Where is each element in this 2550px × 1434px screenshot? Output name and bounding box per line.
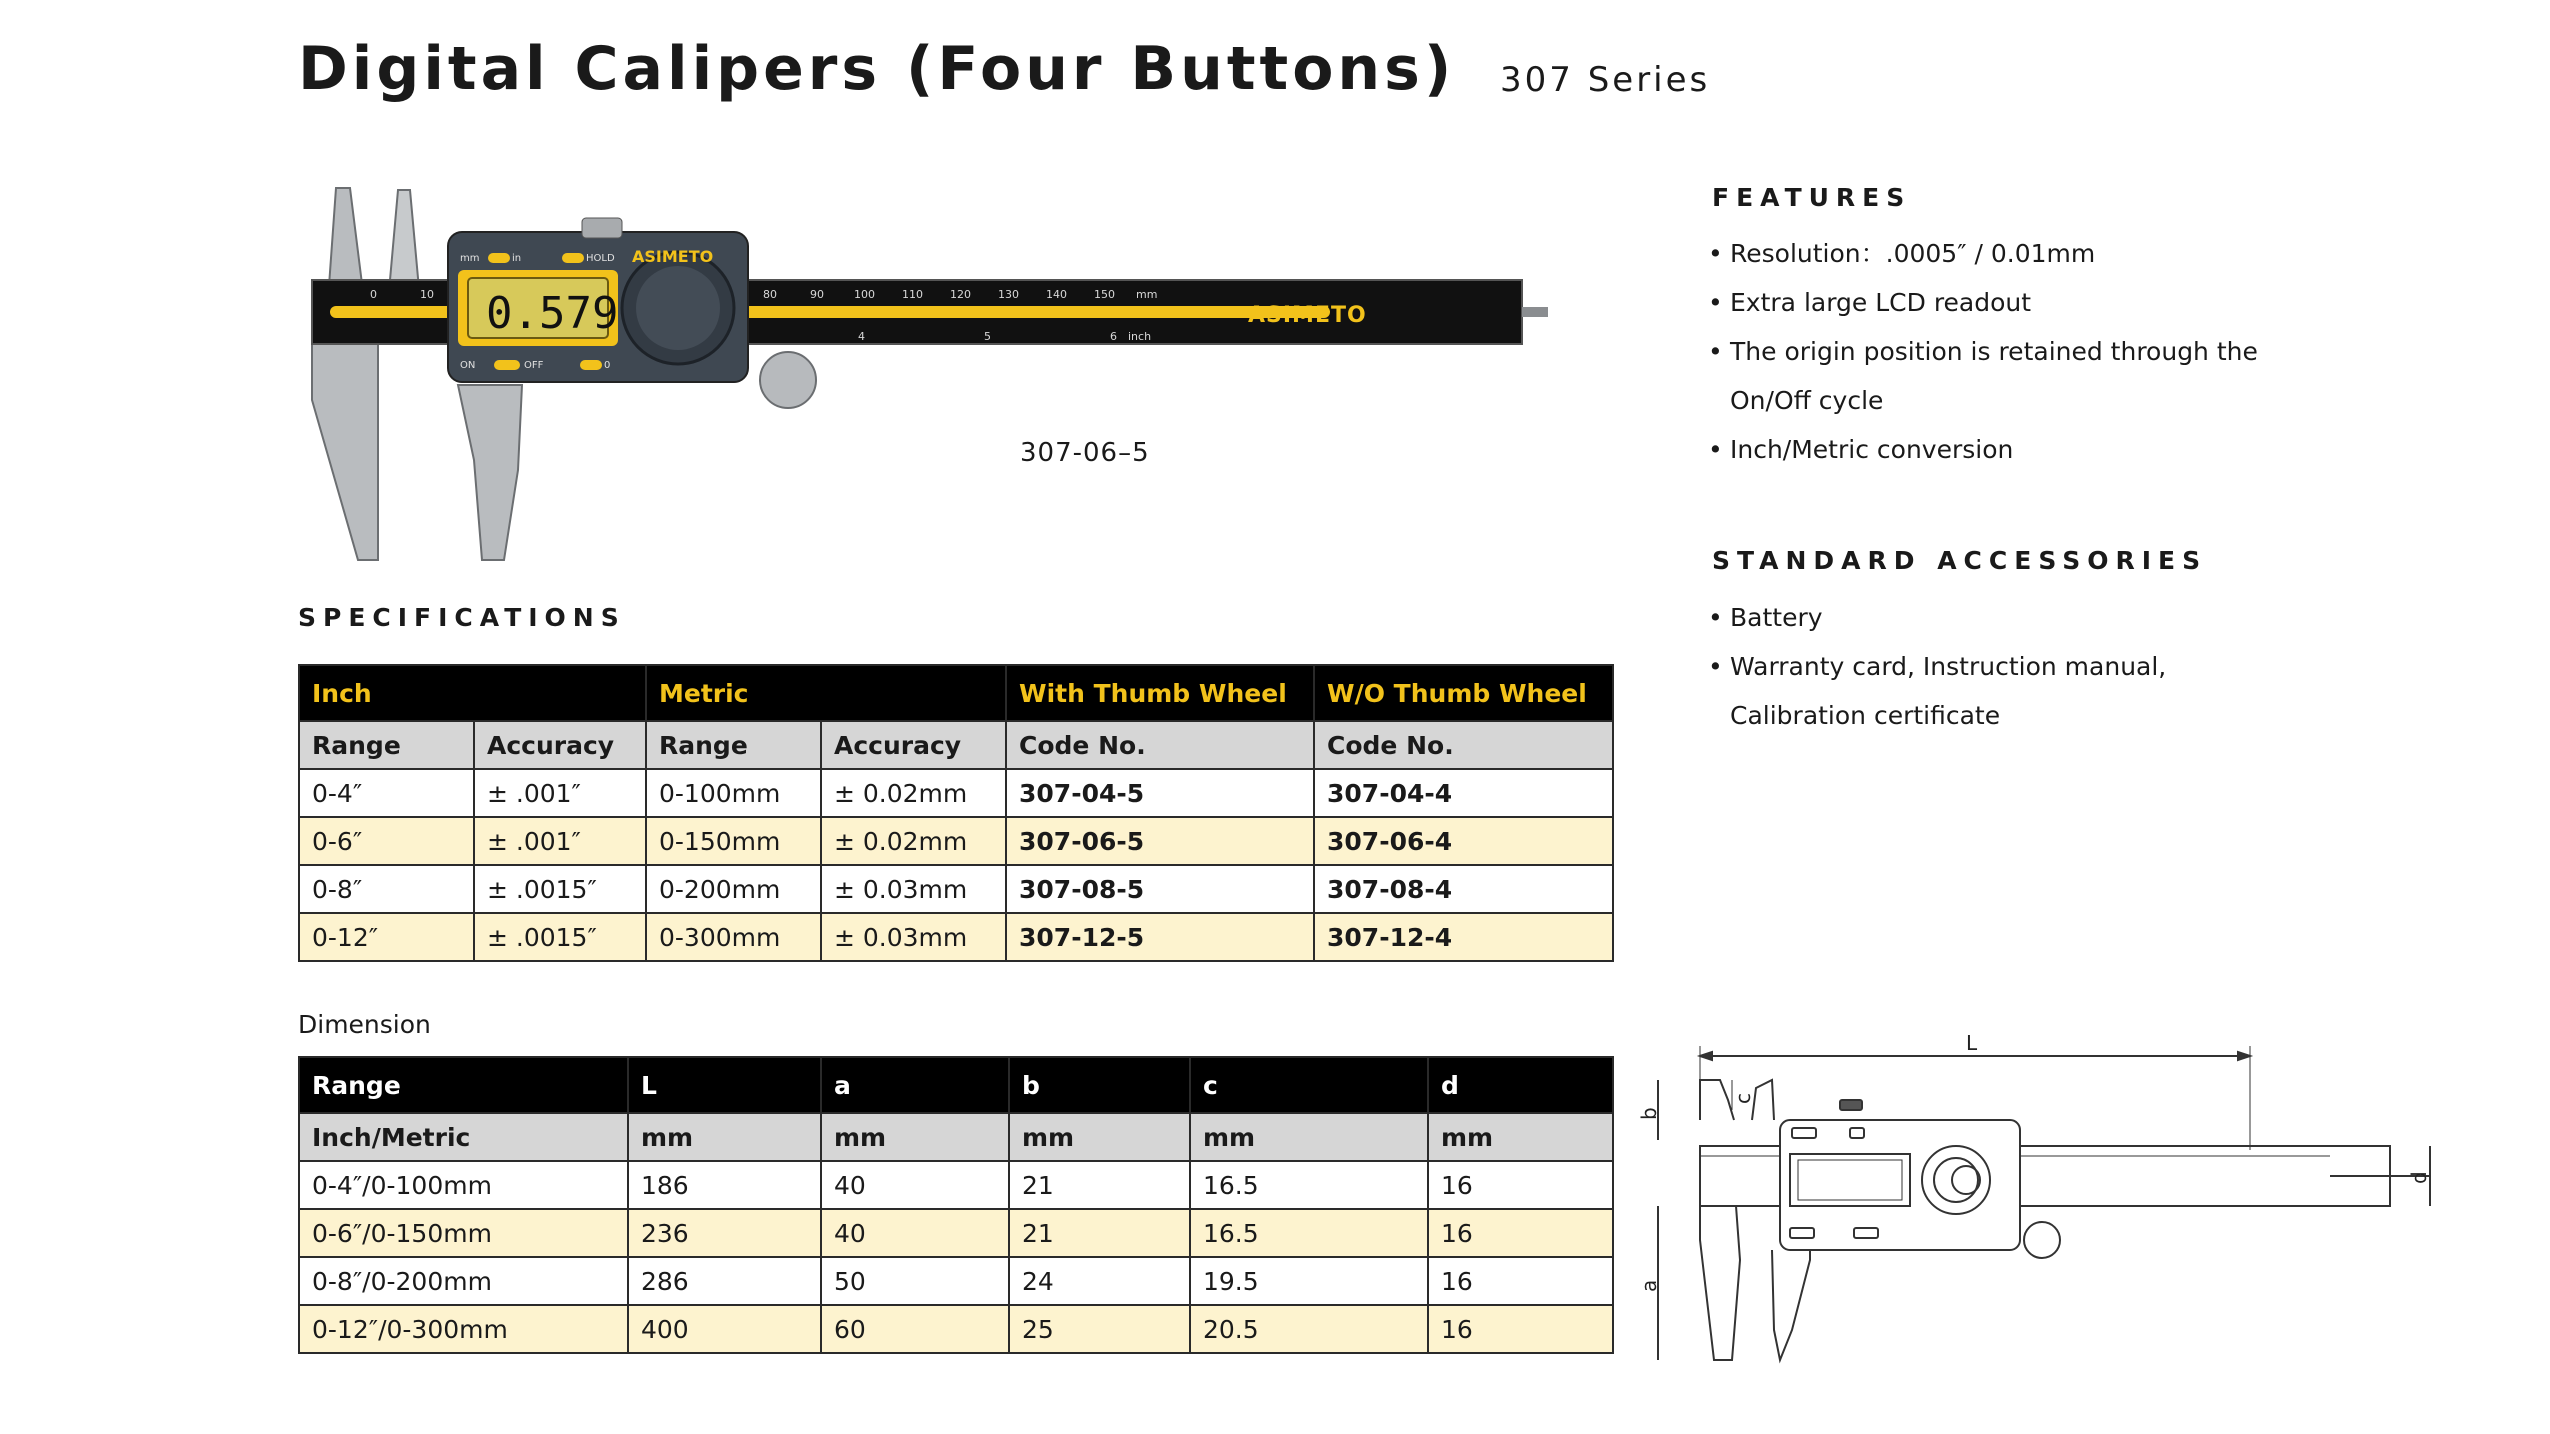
table-row xyxy=(299,1257,1613,1305)
scale-label: 140 xyxy=(1046,288,1067,301)
table-cell: 40 xyxy=(821,1161,1009,1209)
column-header: Code No. xyxy=(1006,721,1314,769)
hold-button-label: HOLD xyxy=(586,253,615,264)
column-header: a xyxy=(821,1057,1009,1113)
dimension-c-label: c xyxy=(1731,1093,1755,1104)
table-cell: 16.5 xyxy=(1190,1161,1428,1209)
dimension-L-label: L xyxy=(1966,1031,1978,1055)
column-header: Range xyxy=(646,721,821,769)
table-cell: 0-150mm xyxy=(646,817,821,865)
table-cell: 60 xyxy=(821,1305,1009,1353)
column-header: Accuracy xyxy=(474,721,646,769)
feature-item: • Inch/Metric conversion xyxy=(1708,425,2488,474)
dimension-table xyxy=(298,1056,1614,1354)
caliper-dimension-drawing xyxy=(1637,1030,2431,1380)
scale-label: 110 xyxy=(902,288,923,301)
table-cell: 186 xyxy=(628,1161,821,1209)
scale-label: 80 xyxy=(763,288,777,301)
table-cell: 25 xyxy=(1009,1305,1190,1353)
table-row xyxy=(299,1305,1613,1353)
table-cell: 0-12″/0-300mm xyxy=(299,1305,628,1353)
code-number-cell: 307-04-5 xyxy=(1006,769,1314,817)
unit-header: mm xyxy=(1428,1113,1613,1161)
table-cell: 0-4″/0-100mm xyxy=(299,1161,628,1209)
caliper-product-image xyxy=(298,170,1558,590)
table-cell: 21 xyxy=(1009,1161,1190,1209)
table-row xyxy=(299,1161,1613,1209)
scale-label: 10 xyxy=(420,288,434,301)
table-cell: 0-200mm xyxy=(646,865,821,913)
unit-header: mm xyxy=(1190,1113,1428,1161)
table-cell: 286 xyxy=(628,1257,821,1305)
feature-item: • Extra large LCD readout xyxy=(1708,278,2488,327)
group-header-without-thumb-wheel: W/O Thumb Wheel xyxy=(1314,665,1613,721)
off-button-label: OFF xyxy=(524,360,544,371)
table-cell: ± 0.03mm xyxy=(821,865,1006,913)
scale-label: 4 xyxy=(858,330,865,343)
code-number-cell: 307-12-5 xyxy=(1006,913,1314,961)
table-row xyxy=(299,817,1613,865)
specifications-table xyxy=(298,664,1614,962)
code-number-cell: 307-06-5 xyxy=(1006,817,1314,865)
table-row xyxy=(299,913,1613,961)
table-cell: ± .0015″ xyxy=(474,865,646,913)
dimension-label: Dimension xyxy=(298,1010,431,1039)
table-cell: 0-300mm xyxy=(646,913,821,961)
product-model-label: 307-06–5 xyxy=(1020,438,1150,468)
table-cell: 21 xyxy=(1009,1209,1190,1257)
code-number-cell: 307-06-4 xyxy=(1314,817,1613,865)
unit-header: mm xyxy=(628,1113,821,1161)
table-cell: 24 xyxy=(1009,1257,1190,1305)
in-button-label: in xyxy=(512,253,522,264)
accessory-item: • Warranty card, Instruction manual, Calibration certificate xyxy=(1708,642,2210,740)
column-header: d xyxy=(1428,1057,1613,1113)
accessory-item: • Battery xyxy=(1708,593,2488,642)
brand-logo: ASIMETO xyxy=(1248,303,1367,328)
on-button-label: ON xyxy=(460,360,476,371)
column-header: L xyxy=(628,1057,821,1113)
table-cell: 16 xyxy=(1428,1161,1613,1209)
spec-group-header-row xyxy=(299,665,1613,721)
table-cell: 0-6″/0-150mm xyxy=(299,1209,628,1257)
scale-label: 0 xyxy=(370,288,377,301)
table-cell: 0-100mm xyxy=(646,769,821,817)
column-header: Range xyxy=(299,1057,628,1113)
table-cell: 16 xyxy=(1428,1209,1613,1257)
table-cell: 0-8″/0-200mm xyxy=(299,1257,628,1305)
group-header-inch: Inch xyxy=(299,665,646,721)
features-list xyxy=(1708,229,2488,474)
table-cell: ± 0.02mm xyxy=(821,817,1006,865)
code-number-cell: 307-08-5 xyxy=(1006,865,1314,913)
table-cell: ± 0.02mm xyxy=(821,769,1006,817)
column-header: Range xyxy=(299,721,474,769)
mm-button-label: mm xyxy=(460,253,480,264)
feature-item: • The origin position is retained through the On/Off cycle xyxy=(1708,327,2290,425)
table-cell: 0-12″ xyxy=(299,913,474,961)
column-header: b xyxy=(1009,1057,1190,1113)
table-row xyxy=(299,1209,1613,1257)
table-cell: 236 xyxy=(628,1209,821,1257)
column-header: c xyxy=(1190,1057,1428,1113)
group-header-with-thumb-wheel: With Thumb Wheel xyxy=(1006,665,1314,721)
dimension-d-label: d xyxy=(2407,1171,2431,1184)
table-cell: 16 xyxy=(1428,1257,1613,1305)
table-cell: 40 xyxy=(821,1209,1009,1257)
scale-label: mm xyxy=(1136,288,1158,301)
table-cell: 20.5 xyxy=(1190,1305,1428,1353)
unit-header: Inch/Metric xyxy=(299,1113,628,1161)
table-cell: 19.5 xyxy=(1190,1257,1428,1305)
feature-item: • Resolution：.0005″ / 0.01mm xyxy=(1708,229,2488,278)
code-number-cell: 307-04-4 xyxy=(1314,769,1613,817)
table-cell: 0-6″ xyxy=(299,817,474,865)
table-cell: 16.5 xyxy=(1190,1209,1428,1257)
dimension-b-label: b xyxy=(1637,1107,1661,1120)
series-label: 307 Series xyxy=(1500,60,1711,100)
display-brand-logo: ASIMETO xyxy=(632,247,714,266)
table-row xyxy=(299,865,1613,913)
spec-column-header-row xyxy=(299,721,1613,769)
scale-label: 6 xyxy=(1110,330,1117,343)
unit-header: mm xyxy=(1009,1113,1190,1161)
dimension-units-row xyxy=(299,1113,1613,1161)
features-heading: FEATURES xyxy=(1712,183,1912,212)
scale-label: 5 xyxy=(984,330,991,343)
standard-accessories-heading: STANDARD ACCESSORIES xyxy=(1712,546,2208,575)
scale-label: 150 xyxy=(1094,288,1115,301)
table-cell: ± .001″ xyxy=(474,817,646,865)
unit-header: mm xyxy=(821,1113,1009,1161)
table-cell: ± 0.03mm xyxy=(821,913,1006,961)
column-header: Code No. xyxy=(1314,721,1613,769)
dimension-a-label: a xyxy=(1637,1279,1661,1292)
page-title: Digital Calipers (Four Buttons) xyxy=(298,34,1456,104)
code-number-cell: 307-08-4 xyxy=(1314,865,1613,913)
table-cell: ± .0015″ xyxy=(474,913,646,961)
scale-label: 130 xyxy=(998,288,1019,301)
table-cell: 400 xyxy=(628,1305,821,1353)
table-cell: 0-8″ xyxy=(299,865,474,913)
scale-label: inch xyxy=(1128,330,1152,343)
specifications-heading: SPECIFICATIONS xyxy=(298,603,626,632)
group-header-metric: Metric xyxy=(646,665,1006,721)
code-number-cell: 307-12-4 xyxy=(1314,913,1613,961)
table-row xyxy=(299,769,1613,817)
dimension-header-row xyxy=(299,1057,1613,1113)
table-cell: 16 xyxy=(1428,1305,1613,1353)
table-cell: 0-4″ xyxy=(299,769,474,817)
scale-label: 90 xyxy=(810,288,824,301)
zero-button-label: 0 xyxy=(604,360,611,371)
table-cell: 50 xyxy=(821,1257,1009,1305)
scale-label: 100 xyxy=(854,288,875,301)
column-header: Accuracy xyxy=(821,721,1006,769)
lcd-reading: 0.579 xyxy=(486,288,619,339)
scale-label: 120 xyxy=(950,288,971,301)
accessories-list xyxy=(1708,593,2488,740)
table-cell: ± .001″ xyxy=(474,769,646,817)
